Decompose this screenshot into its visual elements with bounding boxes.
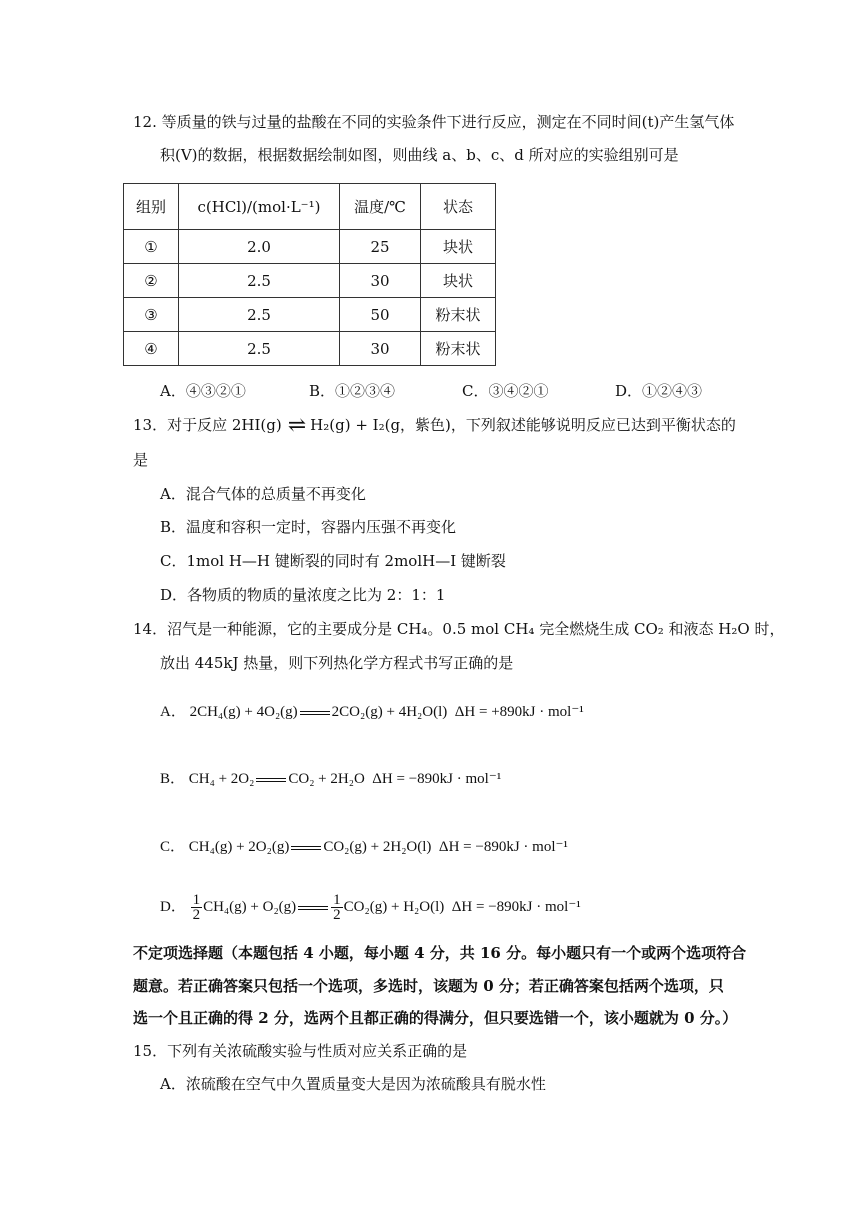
table-header: 温度/℃ xyxy=(340,184,421,230)
table-header: c(HCl)/(mol·L⁻¹) xyxy=(179,184,340,230)
fraction-denominator: 2 xyxy=(192,907,201,924)
q12-option-b: B．①②③④ xyxy=(309,382,396,400)
q13-stem-part1: 13．对于反应 2HI(g) xyxy=(133,416,282,434)
enthalpy-value: ΔH = −890kJ · mol⁻¹ xyxy=(438,839,568,855)
table-header: 组别 xyxy=(124,184,179,230)
equation-rhs: CO₂(g) + 2H₂O(l) xyxy=(323,839,432,855)
table-row xyxy=(124,264,496,298)
equation-lhs: CH₄(g) + 2O₂(g) xyxy=(188,839,290,855)
table-cell: 2.0 xyxy=(179,230,340,264)
q14-stem-line1: 14．沼气是一种能源，它的主要成分是 CH₄。0.5 mol CH₄ 完全燃烧生成 CO₂ 和液态 H₂O 时， xyxy=(133,620,785,638)
q13-stem-part3: 是 xyxy=(133,451,149,469)
fraction-half xyxy=(331,893,343,922)
equals-sign-icon xyxy=(298,906,328,910)
q12-table xyxy=(123,183,496,366)
q12-option-c: C．③④②① xyxy=(462,382,549,400)
equation-lhs: CH₄(g) + O₂(g) xyxy=(203,899,297,915)
q12-stem-line2: 积(V)的数据，根据数据绘制如图，则曲线 a、b、c、d 所对应的实验组别可是 xyxy=(160,146,679,164)
table-cell: ③ xyxy=(124,298,179,332)
q12-option-d: D．①②④③ xyxy=(615,382,703,400)
table-row xyxy=(124,332,496,366)
equation-rhs: CO₂(g) + H₂O(l) xyxy=(343,899,445,915)
q14-option-a xyxy=(160,702,584,722)
table-cell: 30 xyxy=(340,264,421,298)
table-cell: 2.5 xyxy=(179,298,340,332)
table-cell: 块状 xyxy=(421,230,496,264)
enthalpy-value: ΔH = +890kJ · mol⁻¹ xyxy=(454,704,584,720)
option-label: A． xyxy=(160,704,186,720)
table-cell: ① xyxy=(124,230,179,264)
table-cell: ② xyxy=(124,264,179,298)
q13-stem-part2: H₂(g) + I₂(g，紫色)，下列叙述能够说明反应已达到平衡状态的 xyxy=(310,416,736,434)
table-header: 状态 xyxy=(421,184,496,230)
fraction-numerator: 1 xyxy=(333,892,341,909)
equilibrium-arrow-icon: ⇌ xyxy=(287,413,305,438)
equation-rhs: 2CO₂(g) + 4H₂O(l) xyxy=(331,704,448,720)
table-cell: 粉末状 xyxy=(421,298,496,332)
table-cell: 粉末状 xyxy=(421,332,496,366)
table-row xyxy=(124,230,496,264)
section-instruction-line1: 不定项选择题（本题包括 4 小题，每小题 4 分，共 16 分。每小题只有一个或两个选项符合 xyxy=(133,944,747,962)
equation-lhs: CH₄ + 2O₂ xyxy=(188,771,255,787)
q13-stem xyxy=(133,415,736,436)
fraction-denominator: 2 xyxy=(333,907,341,924)
q13-option-d: D．各物质的物质的量浓度之比为 2：1：1 xyxy=(160,586,446,604)
q14-stem-line2: 放出 445kJ 热量，则下列热化学方程式书写正确的是 xyxy=(160,654,514,672)
option-label: D． xyxy=(160,899,186,915)
q15-stem: 15．下列有关浓硫酸实验与性质对应关系正确的是 xyxy=(133,1042,468,1060)
equals-sign-icon xyxy=(300,711,330,715)
table-cell: ④ xyxy=(124,332,179,366)
q14-option-b xyxy=(160,769,501,789)
table-cell: 30 xyxy=(340,332,421,366)
q14-option-d xyxy=(160,891,581,923)
table-cell: 25 xyxy=(340,230,421,264)
table-cell: 2.5 xyxy=(179,332,340,366)
q12-stem-line1: 12. 等质量的铁与过量的盐酸在不同的实验条件下进行反应，测定在不同时间(t)产生氢气体 xyxy=(133,113,735,131)
equation-rhs: CO₂ + 2H₂O xyxy=(288,771,365,787)
q15-option-a: A．浓硫酸在空气中久置质量变大是因为浓硫酸具有脱水性 xyxy=(160,1075,546,1093)
fraction-numerator: 1 xyxy=(192,892,201,909)
q13-option-b: B．温度和容积一定时，容器内压强不再变化 xyxy=(160,518,457,536)
table-cell: 块状 xyxy=(421,264,496,298)
equation-lhs: 2CH₄(g) + 4O₂(g) xyxy=(189,704,298,720)
q14-option-c xyxy=(160,837,568,857)
option-label: B． xyxy=(160,771,186,787)
q12-option-a: A．④③②① xyxy=(160,382,246,400)
q13-option-a: A．混合气体的总质量不再变化 xyxy=(160,485,366,503)
fraction-half xyxy=(191,893,203,922)
q13-option-c: C．1mol H—H 键断裂的同时有 2molH—I 键断裂 xyxy=(160,552,506,570)
equals-sign-icon xyxy=(291,846,321,850)
enthalpy-value: ΔH = −890kJ · mol⁻¹ xyxy=(451,899,581,915)
equals-sign-icon xyxy=(256,778,286,782)
table-row xyxy=(124,298,496,332)
table-cell: 2.5 xyxy=(179,264,340,298)
section-instruction-line2: 题意。若正确答案只包括一个选项，多选时，该题为 0 分；若正确答案包括两个选项，只 xyxy=(133,977,724,995)
table-cell: 50 xyxy=(340,298,421,332)
section-instruction-line3: 选一个且正确的得 2 分，选两个且都正确的得满分，但只要选错一个，该小题就为 0 分。） xyxy=(133,1009,738,1027)
enthalpy-value: ΔH = −890kJ · mol⁻¹ xyxy=(372,771,502,787)
option-label: C． xyxy=(160,839,186,855)
